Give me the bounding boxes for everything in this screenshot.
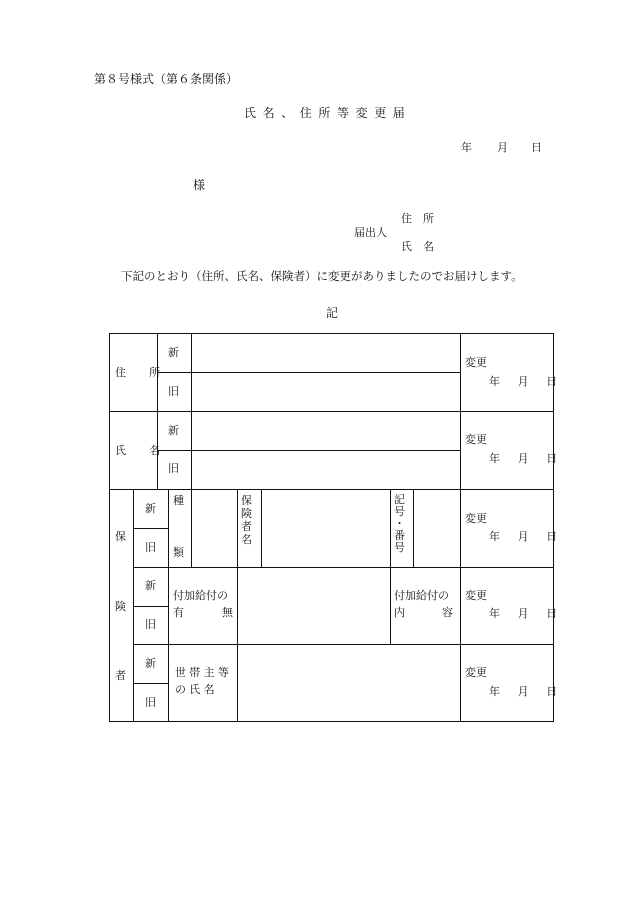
address-change-date: 年 月 日 [489, 375, 561, 388]
insurer-change-label: 変更 [465, 512, 487, 525]
insurer-char-2: 険 [115, 600, 126, 613]
type-label-bottom: 類 [173, 546, 184, 559]
insurer-new-label-3: 新 [145, 657, 156, 670]
extra-content-label-1: 付加給付の [394, 589, 449, 602]
applicant-address-label: 住 所 [401, 212, 434, 225]
extra-benefit-label-1: 付加給付の [173, 589, 228, 602]
name-label: 氏 名 [115, 444, 167, 457]
insurer-change-date: 年 月 日 [489, 530, 561, 543]
name-old-label: 旧 [168, 462, 179, 475]
extra-change-date: 年 月 日 [489, 607, 561, 620]
address-new-label: 新 [168, 346, 179, 359]
householder-change-date: 年 月 日 [489, 685, 561, 698]
insurer-char-3: 者 [115, 669, 126, 682]
extra-benefit-label-have: 有 [173, 606, 184, 619]
insurer-new-label-2: 新 [145, 579, 156, 592]
extra-content-label-yo: 容 [442, 606, 453, 619]
addressee-suffix: 様 [193, 178, 206, 192]
address-change-label: 変更 [465, 356, 487, 369]
extra-content-label-in: 内 [394, 606, 405, 619]
householder-label-2: の氏名 [175, 683, 218, 696]
date-day: 日 [531, 141, 542, 154]
address-label: 住 所 [115, 366, 167, 379]
insurer-old-label-3: 旧 [145, 696, 156, 709]
householder-label-1: 世帯主等 [175, 666, 233, 679]
insurer-name-label: 保 険 者 名 [241, 494, 252, 546]
extra-benefit-label-none: 無 [222, 606, 233, 619]
name-change-label: 変更 [465, 433, 487, 446]
ki-label: 記 [326, 306, 339, 320]
address-old-label: 旧 [168, 385, 179, 398]
type-label-top: 種 [173, 494, 184, 507]
insurer-new-label-1: 新 [145, 502, 156, 515]
form-title: 氏名、住所等変更届 [244, 106, 412, 120]
insurer-old-label-2: 旧 [145, 618, 156, 631]
householder-change-label: 変更 [465, 666, 487, 679]
intro-text: 下記のとおり（住所、氏名、保険者）に変更がありましたのでお届けします。 [121, 269, 523, 283]
applicant-name-label: 氏 名 [401, 240, 434, 253]
date-month: 月 [497, 141, 508, 154]
insurer-char-1: 保 [115, 530, 126, 543]
name-new-label: 新 [168, 424, 179, 437]
date-year: 年 [461, 141, 472, 154]
insurer-old-label-1: 旧 [145, 541, 156, 554]
name-change-date: 年 月 日 [489, 452, 561, 465]
form-number: 第８号様式（第６条関係） [94, 72, 239, 86]
extra-change-label: 変更 [465, 589, 487, 602]
symbol-number-label: 記 号 ・ 番 号 [394, 493, 405, 554]
applicant-label: 届出人 [354, 226, 387, 239]
